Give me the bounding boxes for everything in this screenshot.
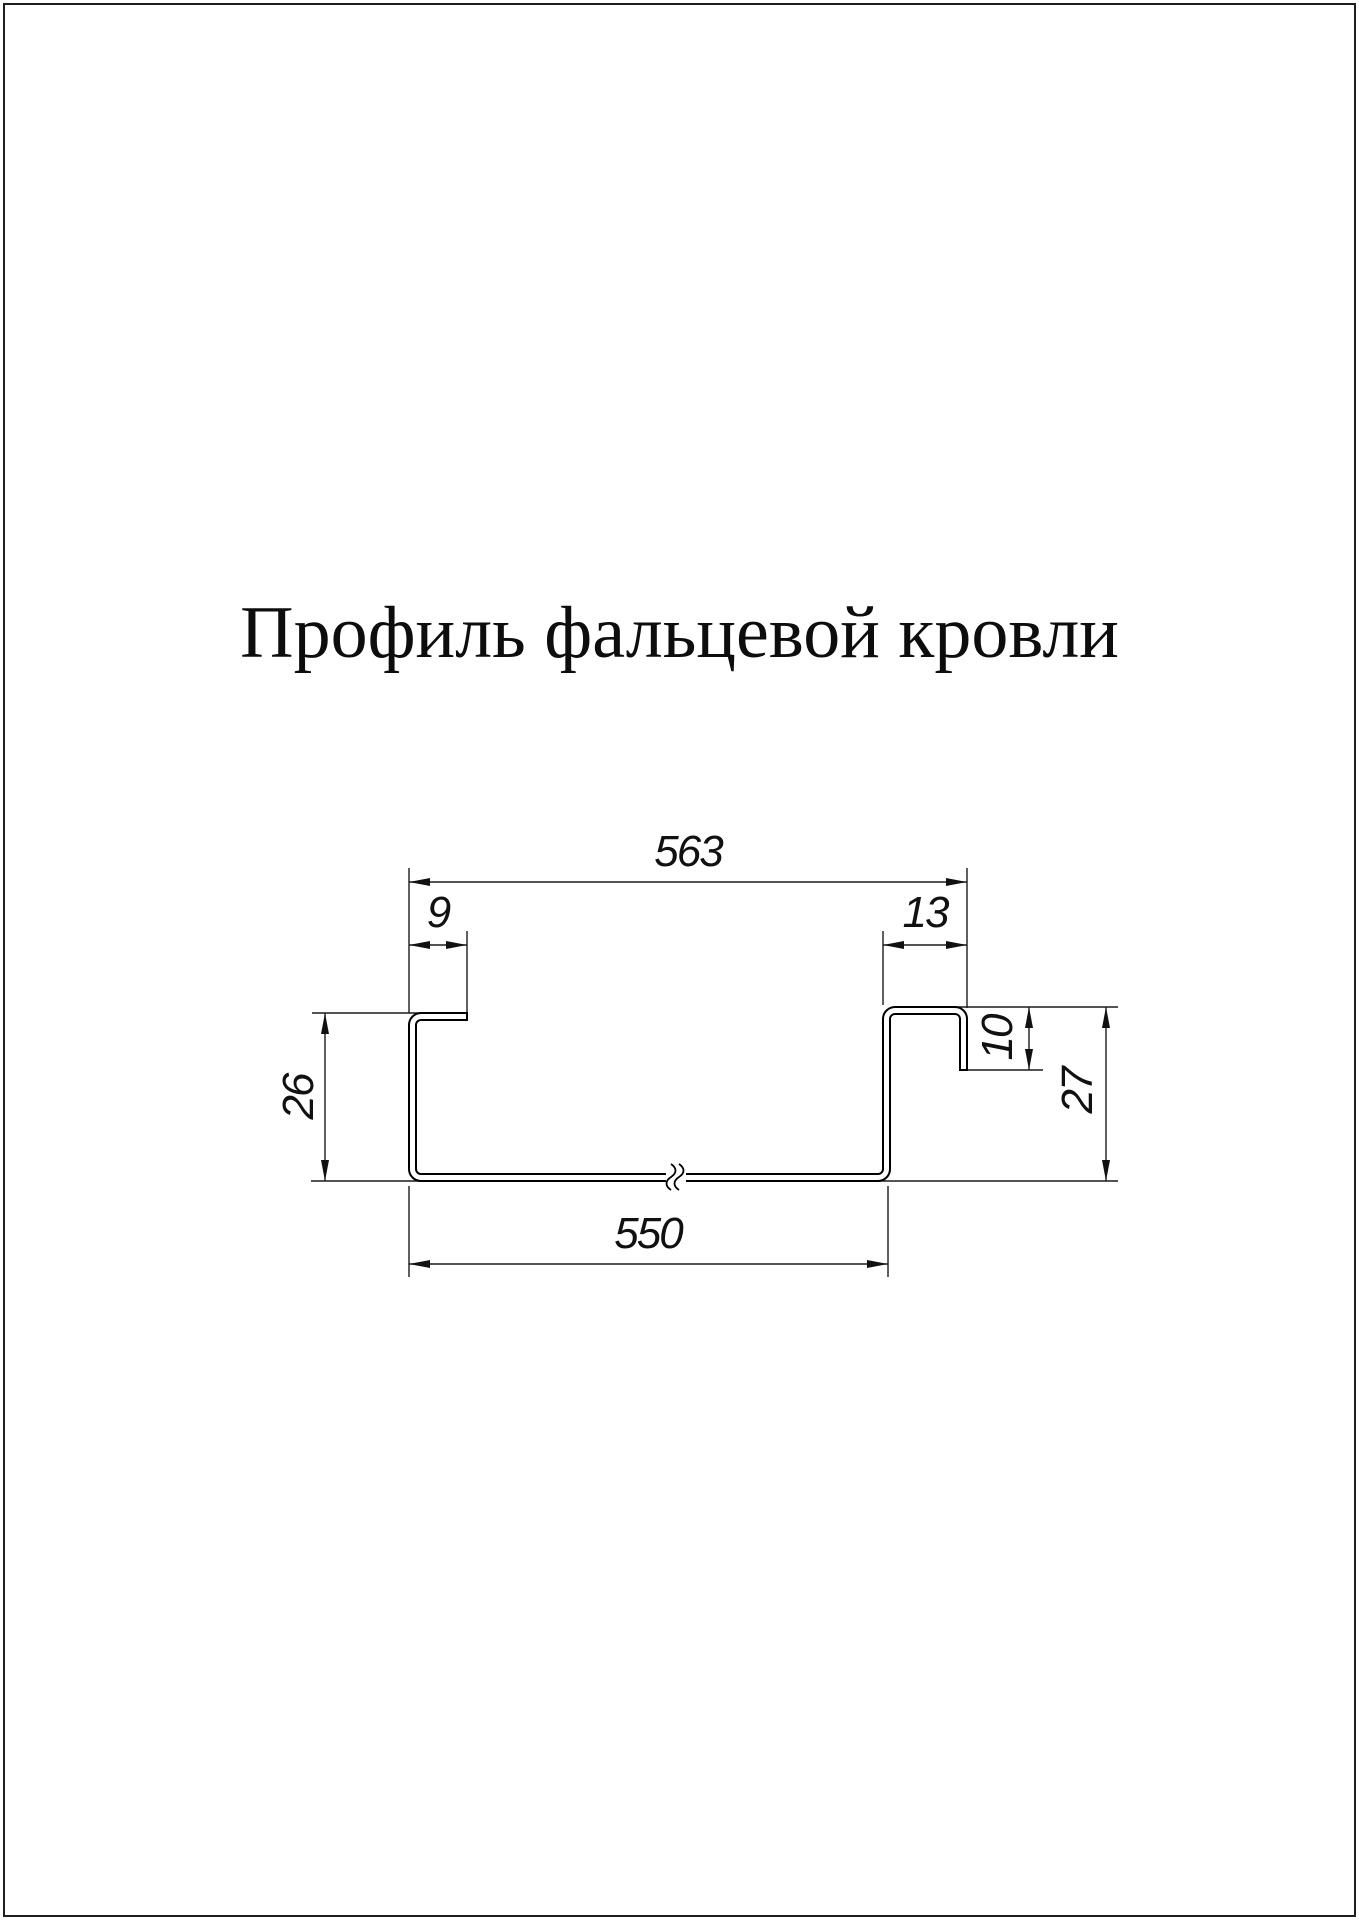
dim-seam-drop-label: 10 — [973, 1015, 1022, 1061]
dim-right-height-label: 27 — [1053, 1068, 1102, 1114]
dimension-lines — [325, 882, 1106, 1264]
break-mark — [666, 1164, 686, 1190]
dim-bottom-width-label: 550 — [614, 1209, 682, 1258]
dim-left-lip-label: 9 — [426, 888, 450, 937]
dim-left-height-label: 26 — [274, 1074, 323, 1120]
profile-outline — [409, 1007, 967, 1181]
dim-top-width-label: 563 — [654, 827, 722, 876]
dim-seam-width-label: 13 — [902, 888, 948, 937]
drawing-title: Профиль фальцевой кровли — [240, 592, 1119, 674]
